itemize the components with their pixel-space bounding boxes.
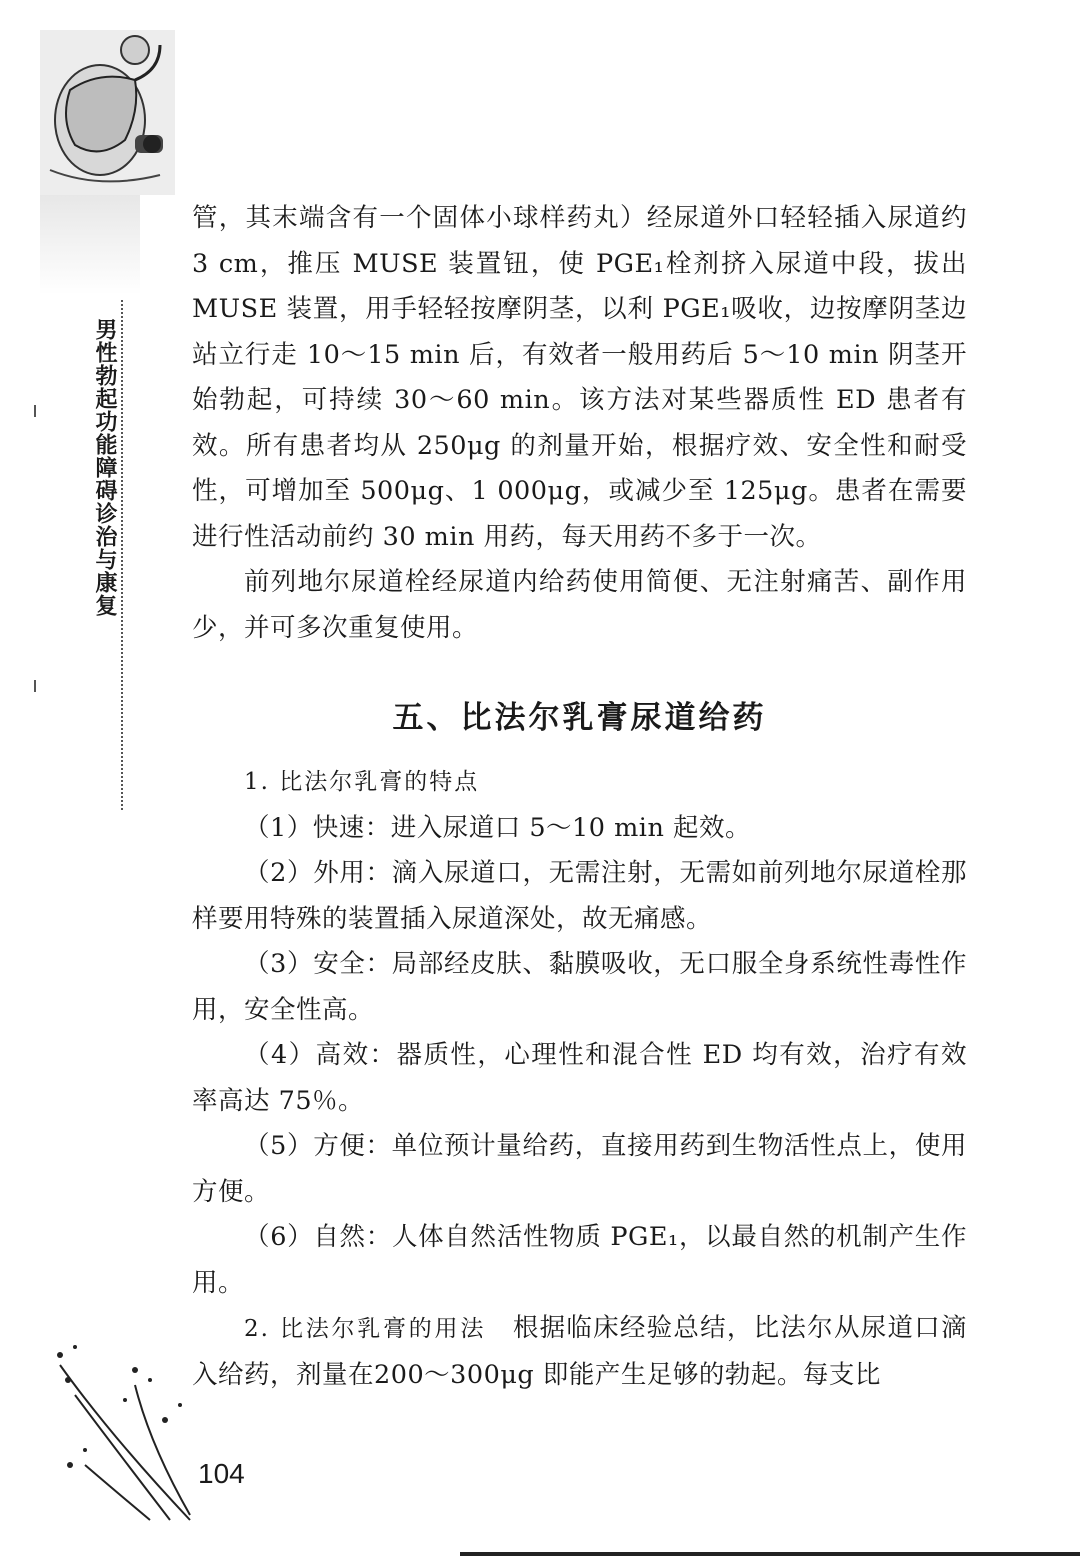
- page-number: 104: [198, 1458, 245, 1489]
- sparkle-decoration: [40, 1325, 210, 1525]
- paragraph: 管，其末端含有一个固体小球样药丸）经尿道外口轻轻插入尿道约 3 cm，推压 MUSE 装置钮，使 PGE₁栓剂挤入尿道中段，拔出 MUSE 装置，用手轻轻按摩阴茎，以利 PGE₁吸收，边按摩阴茎边站立行走 10～15 min 后，有效者一般用药后 5～10 min 阴茎开始勃起，可持续 30～60 min。该方法对某些器质性 ED 患者有效。所有患者均从 250μg 的剂量开始，根据疗效、安全性和耐受性，可增加至 500μg、1 000μg，或减少至 125μg。患者在需要进行性活动前约 30 min 用药，每天用药不多于一次。: [192, 203, 967, 552]
- paragraph: 前列地尔尿道栓经尿道内给药使用简便、无注射痛苦、副作用少，并可多次重复使用。: [192, 567, 967, 643]
- usage-text: 根据临床经验总结，比法尔从尿道口滴入给药，剂量在200～300μg 即能产生足够的勃起。每支比: [192, 1313, 967, 1390]
- bottom-rule: [460, 1552, 1080, 1556]
- feature-item: （4）高效：器质性，心理性和混合性 ED 均有效，治疗有效率高达 75％。: [192, 1040, 967, 1116]
- section-body: [192, 760, 967, 1398]
- running-title: 男性勃起功能障碍诊治与康复: [92, 318, 117, 617]
- margin-dotted-rule: [121, 300, 123, 810]
- continued-text: [192, 196, 967, 651]
- usage-paragraph: [192, 1306, 967, 1398]
- edge-mark: [34, 680, 36, 692]
- feature-item: （3）安全：局部经皮肤、黏膜吸收，无口服全身系统性毒性作用，安全性高。: [192, 949, 967, 1025]
- section-heading: 五、比法尔乳膏尿道给药: [392, 700, 767, 736]
- feature-item: （5）方便：单位预计量给药，直接用药到生物活性点上，使用方便。: [192, 1131, 967, 1207]
- subheading-usage: 2. 比法尔乳膏的用法: [244, 1316, 487, 1342]
- feature-item: （1）快速：进入尿道口 5～10 min 起效。: [244, 812, 751, 843]
- edge-mark: [34, 405, 36, 417]
- spine-shade: [40, 195, 140, 295]
- subheading-features: 1. 比法尔乳膏的特点: [244, 769, 480, 795]
- feature-item: （6）自然：人体自然活性物质 PGE₁，以最自然的机制产生作用。: [192, 1222, 967, 1298]
- bodybuilder-illustration: [40, 30, 175, 195]
- feature-item: （2）外用：滴入尿道口，无需注射，无需如前列地尔尿道栓那样要用特殊的装置插入尿道深处，故无痛感。: [192, 858, 967, 934]
